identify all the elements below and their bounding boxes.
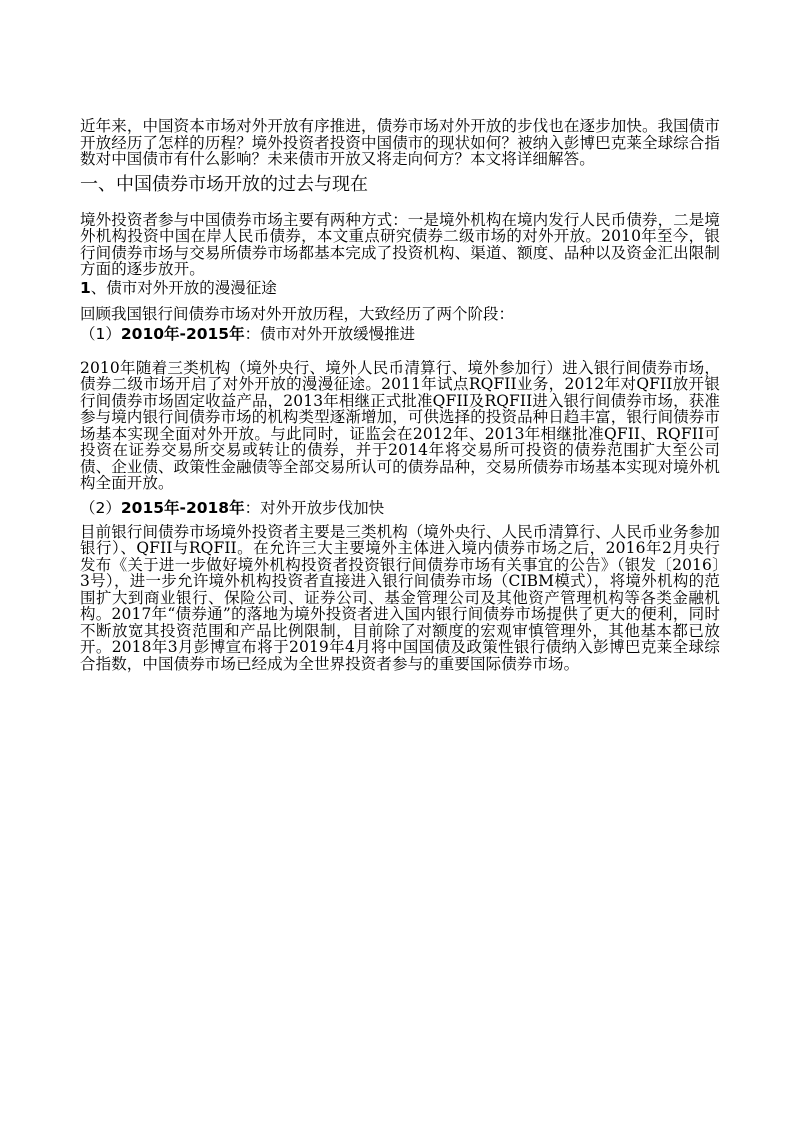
stage-2-heading [80, 498, 720, 518]
stage-2-prefix: （2） [80, 498, 121, 517]
stage-2-years: 2015年-2018年 [120, 498, 245, 517]
subsection-1-lead: 回顾我国银行间债券市场对外开放历程，大致经历了两个阶段： [80, 304, 515, 323]
subsection-1-heading [80, 278, 720, 298]
stage-1-heading [80, 324, 720, 344]
stage-1-title: ：债市对外开放缓慢推进 [244, 324, 416, 343]
stage-1-paragraph: 2010年随着三类机构（境外央行、境外人民币清算行、境外参加行）进入银行间债券市场，债券二级市场开启了对外开放的漫漫征途。2011年试点RQFII业务，2012年对QFII放开银行间债券市场固定收益产品，2013年相继正式批准QFII及RQFII进入银行间债券市场，获准参与境内银行间债券市场的机构类型逐渐增加，可供选择的投资品种日趋丰富，银行间债券市场基本实现全面对外开放。与此同时，证监会在2012年、2013年相继批准QFII、RQFII可投资在证券交易所交易或转让的债券，并于2014年将交易所可投资的债券范围扩大至公司债、企业债、政策性金融债等全部交易所认可的债券品种，交易所债券市场基本实现对境外机构全面开放。 [80, 358, 720, 492]
section-1-heading: 一、中国债券市场开放的过去与现在 [80, 173, 368, 195]
stage-1-prefix: （1） [80, 324, 121, 343]
section-1-paragraph: 境外投资者参与中国债券市场主要有两种方式：一是境外机构在境内发行人民币债券，二是境外机构投资中国在岸人民币债券，本文重点研究债券二级市场的对外开放。2010年至今，银行间债券市场与交易所债券市场都基本完成了投资机构、渠道、额度、品种以及资金汇出限制方面的逐步放开。 [80, 210, 720, 278]
stage-2-paragraph: 目前银行间债券市场境外投资者主要是三类机构（境外央行、人民币清算行、人民币业务参加银行）、QFII与RQFII。在允许三大主要境外主体进入境内债券市场之后，2016年2月央行发布《关于进一步做好境外机构投资者投资银行间债券市场有关事宜的公告》（银发〔2016〕3号），进一步允许境外机构投资者直接进入银行间债券市场（CIBM模式），将境外机构的范围扩大到商业银行、保险公司、证券公司、基金管理公司及其他资产管理机构等各类金融机构。2017年“债券通”的落地为境外投资者进入国内银行间债券市场提供了更大的便利，同时不断放宽其投资范围和产品比例限制，目前除了对额度的宏观审慎管理外，其他基本都已放开。2018年3月彭博宣布将于2019年4月将中国国债及政策性银行债纳入彭博巴克莱全球综合指数，中国债券市场已经成为全世界投资者参与的重要国际债券市场。 [80, 522, 720, 673]
stage-2-title: ：对外开放步伐加快 [244, 498, 385, 517]
intro-paragraph: 近年来，中国资本市场对外开放有序推进，债券市场对外开放的步伐也在逐步加快。我国债市开放经历了怎样的历程？境外投资者投资中国债市的现状如何？被纳入彭博巴克莱全球综合指数对中国债市有什么影响？未来债市开放又将走向何方？本文将详细解答。 [80, 117, 720, 168]
subsection-1-number: 1 [80, 278, 91, 297]
stage-1-years: 2010年-2015年 [120, 324, 245, 343]
document-page [80, 118, 720, 672]
subsection-1-title: 、债市对外开放的漫漫征途 [90, 278, 277, 297]
